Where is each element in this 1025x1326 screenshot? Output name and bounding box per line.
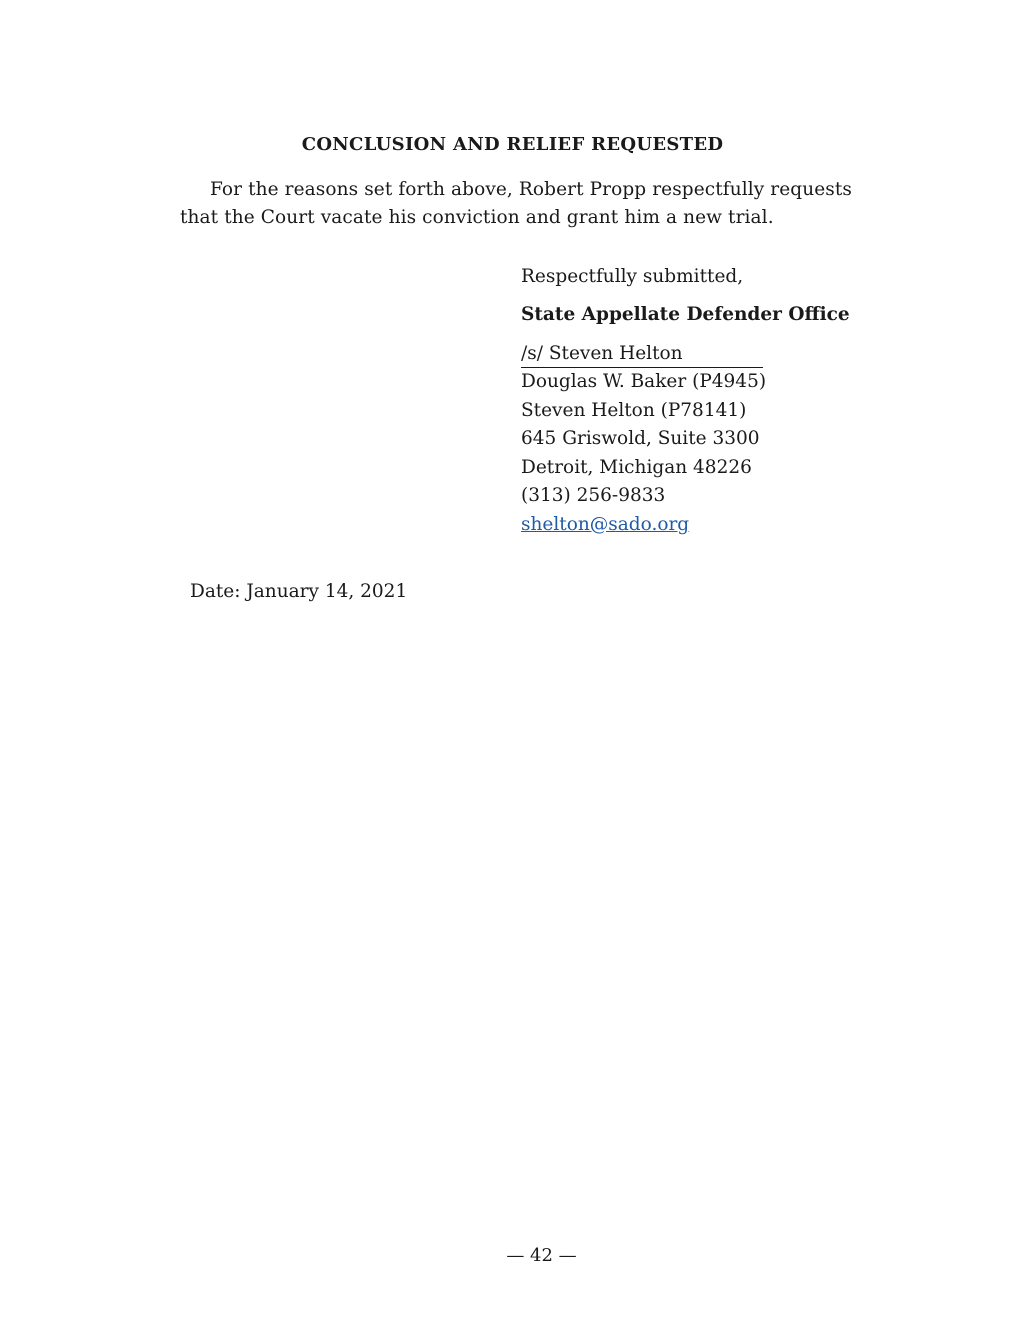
attorney-baker: Douglas W. Baker (P4945) bbox=[521, 371, 767, 392]
address-city: Detroit, Michigan 48226 bbox=[521, 456, 752, 478]
date-line: Date: January 14, 2021 bbox=[190, 581, 408, 602]
phone-number: (313) 256-9833 bbox=[521, 485, 666, 506]
page-number: — 42 — bbox=[506, 1245, 577, 1266]
email-link[interactable]: shelton@sado.org bbox=[521, 513, 690, 535]
section-heading-text: CONCLUSION AND RELIEF REQUESTED bbox=[301, 134, 724, 155]
attorney-helton: Steven Helton (P78141) bbox=[521, 399, 747, 421]
office-name: State Appellate Defender Office bbox=[521, 304, 850, 325]
address-street: 645 Griswold, Suite 3300 bbox=[521, 428, 760, 449]
section-heading bbox=[0, 134, 1025, 155]
paragraph-line-1: For the reasons set forth above, Robert Propp respectfully requests bbox=[210, 179, 853, 200]
signature-block bbox=[521, 263, 941, 539]
paragraph-line-2: that the Court vacate his conviction and grant him a new trial. bbox=[180, 207, 774, 228]
conclusion-paragraph bbox=[180, 176, 860, 232]
closing-text: Respectfully submitted, bbox=[521, 266, 744, 287]
signature-line: /s/ Steven Helton bbox=[521, 341, 763, 368]
